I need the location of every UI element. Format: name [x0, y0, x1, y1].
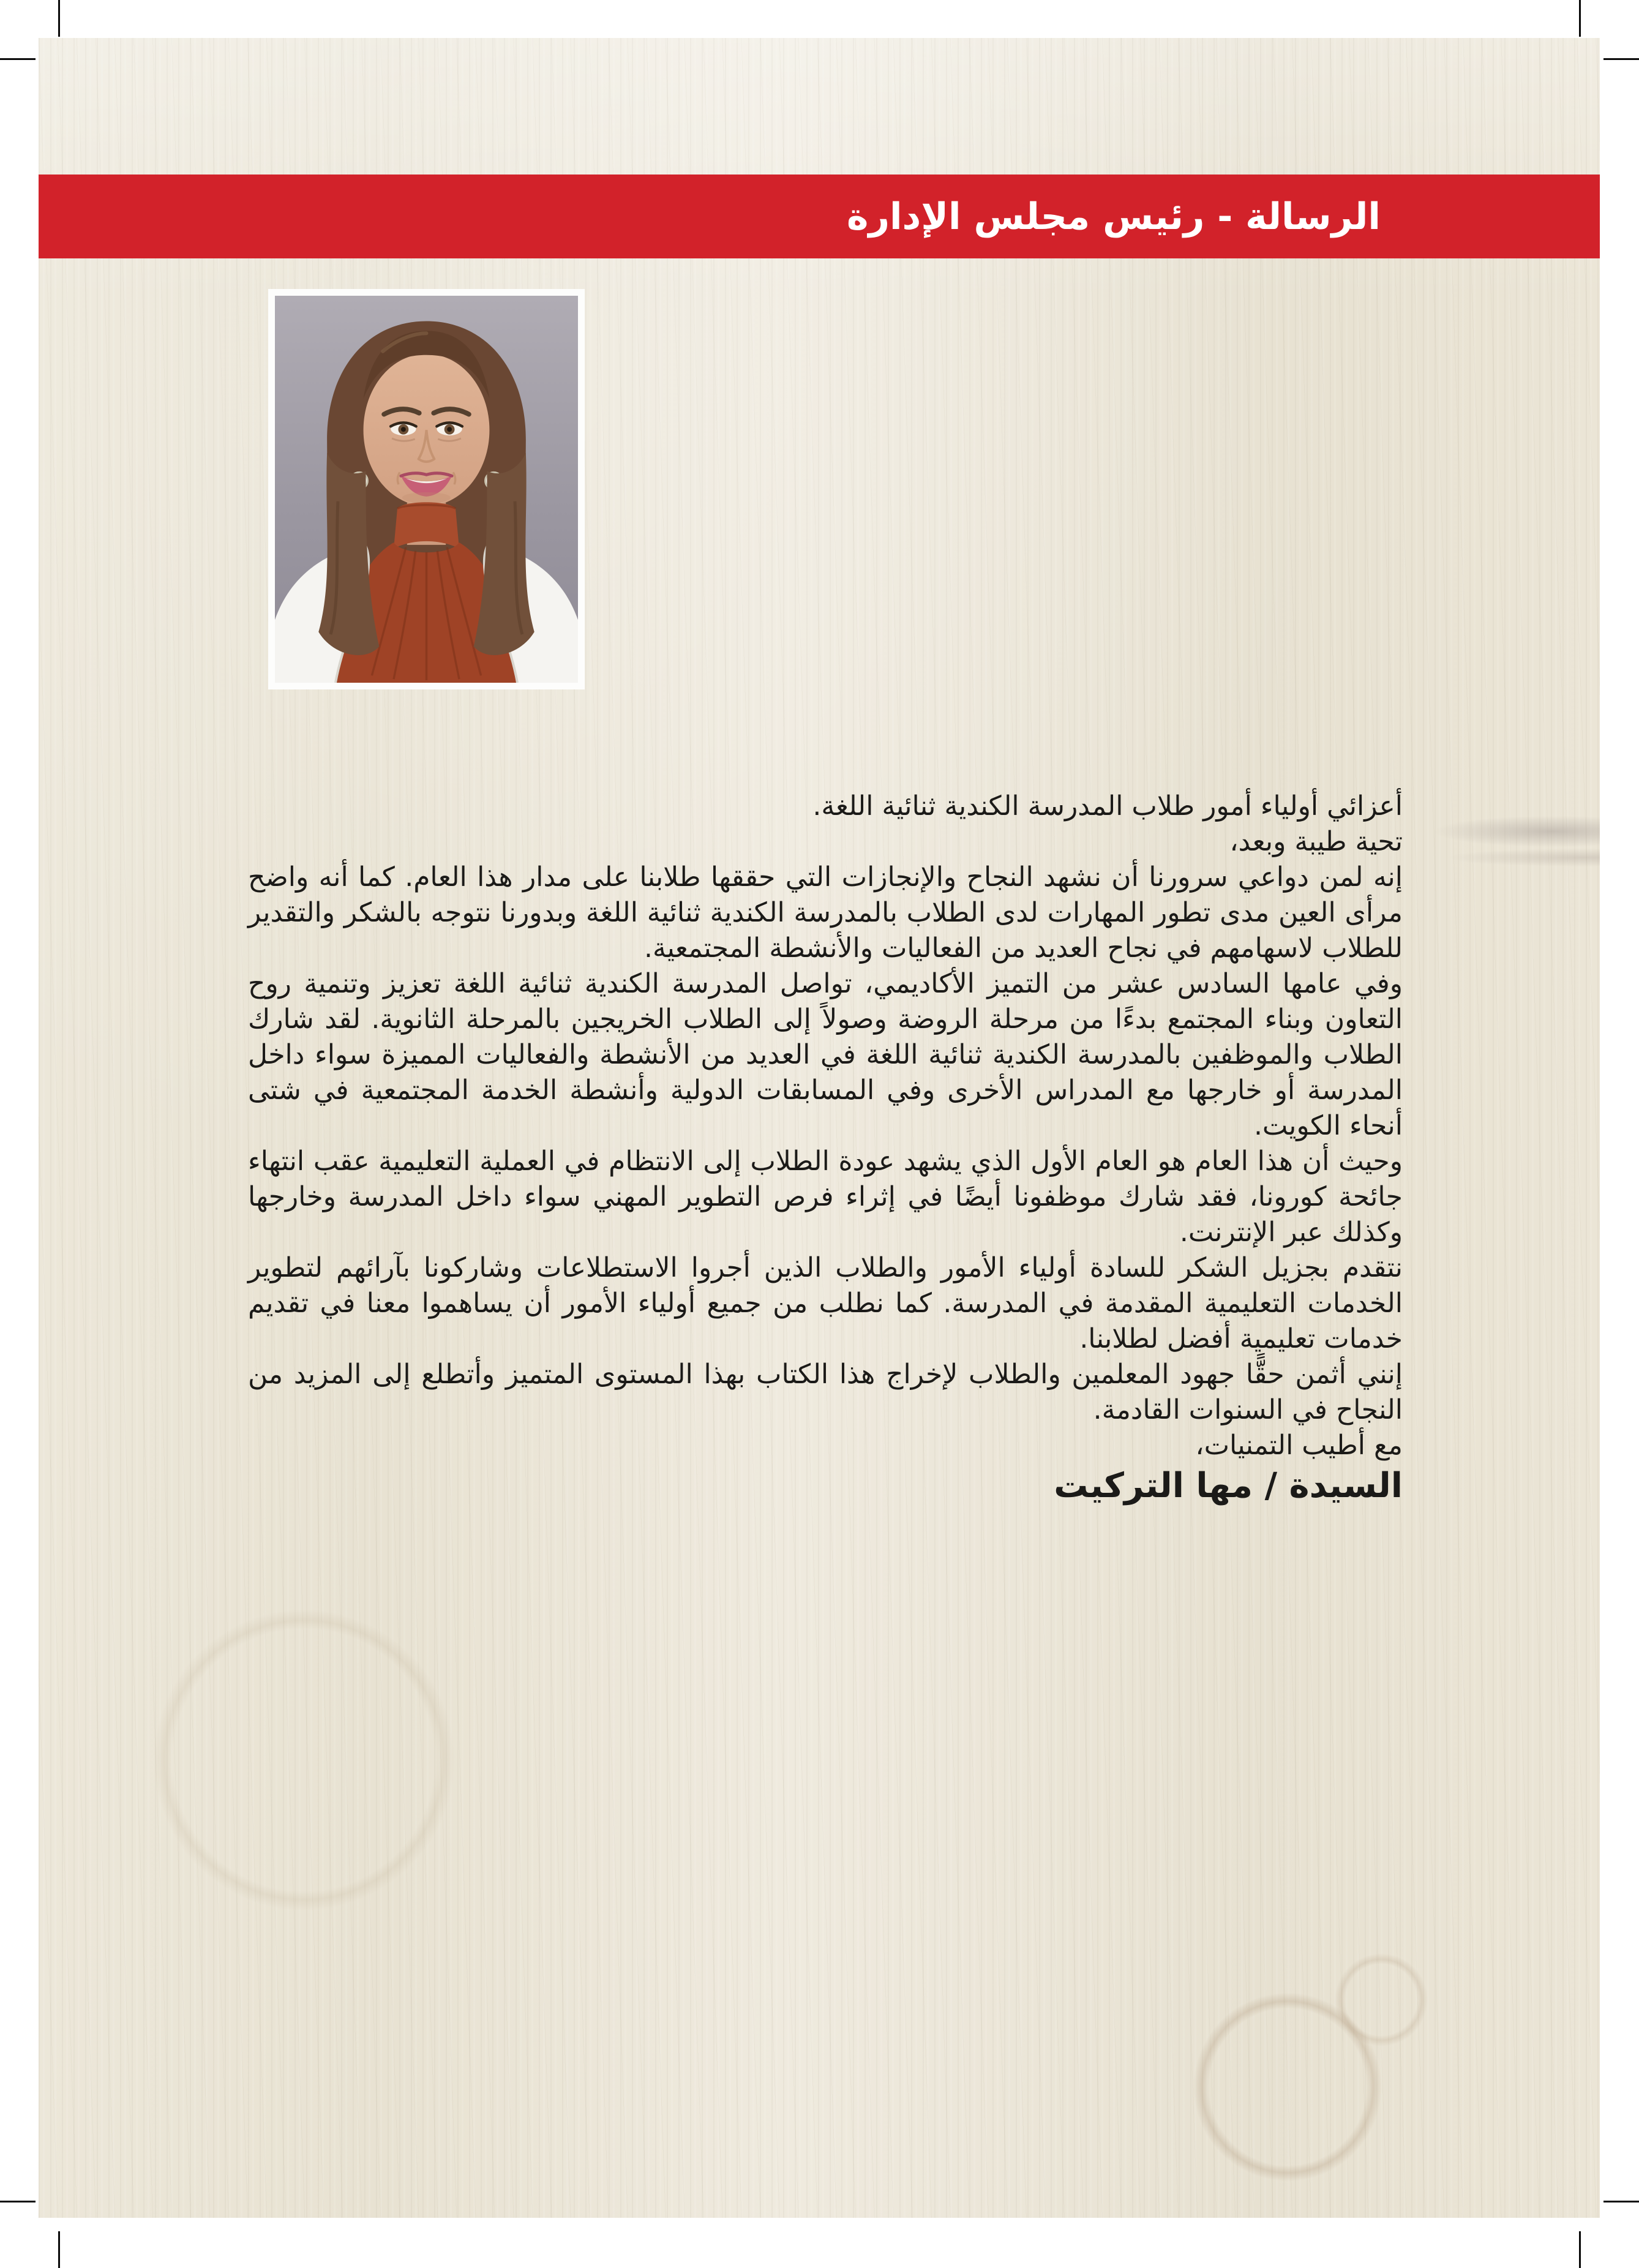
section-title: الرسالة - رئيس مجلس الإدارة	[847, 195, 1381, 238]
trim-mark	[0, 2201, 36, 2202]
letter-paragraph-5: إنني أثمن حقًّا جهود المعلمين والطلاب لإخراج هذا الكتاب بهذا المستوى المتميز وأتطلع إلى المزيد من النجاح في السنوات القادمة.	[248, 1359, 1403, 1425]
letter-paragraph-1: إنه لمن دواعي سرورنا أن نشهد النجاح والإنجازات التي حققها طلابنا على مدار هذا العام. كما أنه واضح مرأى العين مدى تطور المهارات لدى الطلاب بالمدرسة الكندية ثنائية اللغة وبدورنا نتوجه بالشكر والتقدير للطلاب لاسهامهم في نجاح العديد من الفعاليات والأنشطة المجتمعية.	[248, 862, 1403, 964]
letter-paragraph-2: وفي عامها السادس عشر من التميز الأكاديمي، تواصل المدرسة الكندية ثنائية اللغة تعزيز وتنمية روح التعاون وبناء المجتمع بدءًا من مرحلة الروضة وصولاً إلى الطلاب الخريجين بالمرحلة الثانوية. لقد شارك الطلاب والموظفين بالمدرسة الكندية ثنائية اللغة في العديد من الأنشطة والفعاليات المميزة سواء داخل المدرسة أو خارجها مع المدراس الأخرى وفي المسابقات الدولية وأنشطة الخدمة المجتمعية في شتى أنحاء الكويت.	[248, 968, 1403, 1141]
letter-body	[248, 789, 1403, 1509]
trim-mark	[0, 58, 36, 60]
trim-mark	[1579, 2231, 1581, 2268]
trim-mark	[58, 0, 60, 37]
parchment-background	[39, 38, 1600, 2218]
trim-mark	[1603, 58, 1639, 60]
letter-paragraph-4: نتقدم بجزيل الشكر للسادة أولياء الأمور والطلاب الذين أجروا الاستطلاعات وشاركونا بآرائهم لتطوير الخدمات التعليمية المقدمة في المدرسة. كما نطلب من جميع أولياء الأمور أن يساهموا معنا في تقديم خدمات تعليمية أفضل لطلابنا.	[248, 1252, 1403, 1354]
greeting-line: تحية طيبة وبعد،	[1229, 826, 1403, 857]
portrait-image	[275, 296, 578, 683]
section-banner	[39, 175, 1600, 258]
closing-line: مع أطيب التمنيات،	[1195, 1430, 1403, 1461]
chairwoman-portrait-photo	[268, 289, 585, 689]
trim-mark	[1579, 0, 1581, 37]
letter-paragraph-3: وحيث أن هذا العام هو العام الأول الذي يشهد عودة الطلاب إلى الانتظام في العملية التعليمية عقب انتهاء جائحة كورونا، فقد شارك موظفونا أيضًا في إثراء فرص التطوير المهني سواء داخل المدرسة وخارجها وكذلك عبر الإنترنت.	[248, 1146, 1403, 1248]
trim-mark	[1603, 2201, 1639, 2202]
trim-mark	[58, 2231, 60, 2268]
signature-name: السيدة / مها التركيت	[1054, 1466, 1403, 1506]
salutation-line: أعزائي أولياء أمور طلاب المدرسة الكندية ثنائية اللغة.	[812, 790, 1403, 822]
